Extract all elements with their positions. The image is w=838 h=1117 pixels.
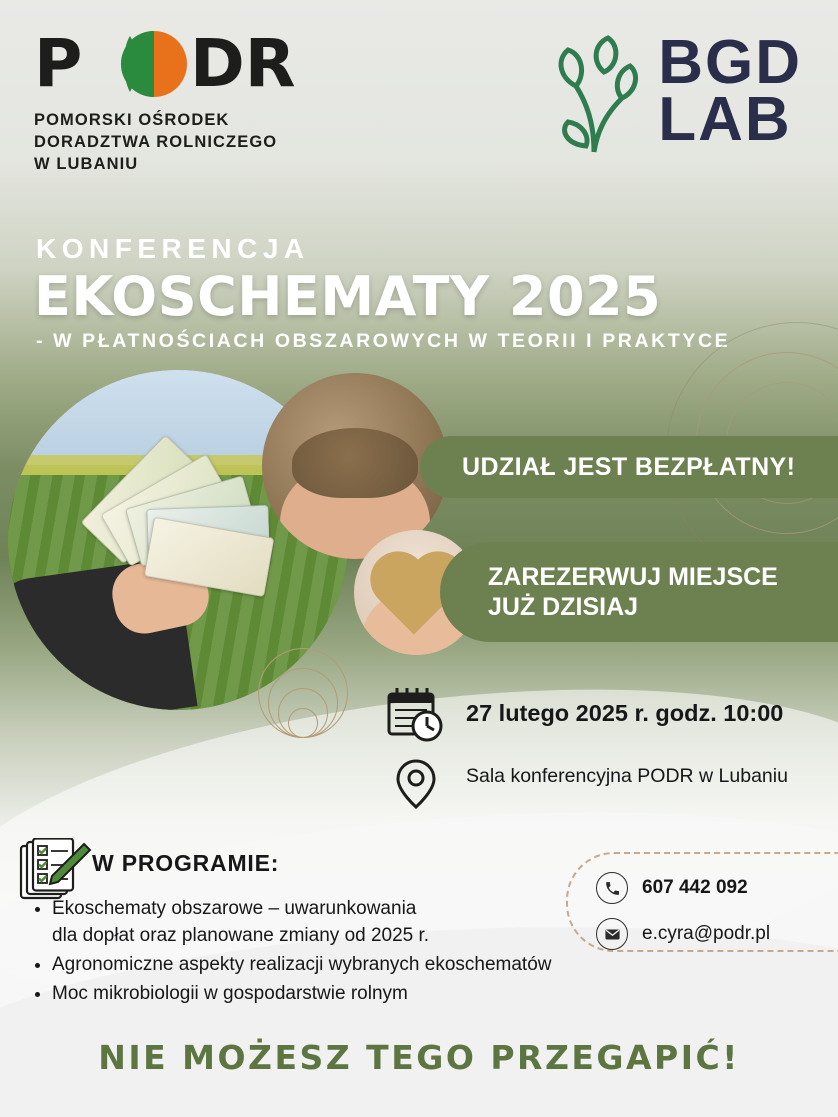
event-location: Sala konferencyjna PODR w Lubaniu	[466, 765, 788, 787]
list-item	[52, 896, 752, 950]
podr-subtitle	[34, 110, 334, 175]
svg-text:P: P	[34, 28, 83, 102]
podr-subtitle-line-2: DORADZTWA ROLNICZEGO	[34, 132, 278, 151]
page-subtitle: - W PŁATNOŚCIACH OBSZAROWYCH W TEORII I PRAKTYCE	[36, 330, 731, 352]
event-date: 27 lutego 2025 r. godz. 10:00	[466, 700, 784, 726]
badge-reserve-line-2: JUŻ DZISIAJ	[488, 593, 639, 621]
program-item-3-line-1: Moc mikrobiologii w gospodarstwie rolnym	[52, 982, 408, 1004]
podr-wordmark	[34, 28, 334, 102]
program-item-2-line-1: Agronomiczne aspekty realizacji wybranych ekoschematów	[52, 953, 552, 975]
bgd-line-2: LAB	[658, 85, 792, 154]
list-item	[52, 981, 752, 1008]
bgd-lab-logo	[546, 26, 802, 156]
program-item-1-line-1: Ekoschematy obszarowe – uwarunkowania	[52, 898, 417, 919]
podr-subtitle-line-3: W LUBANIU	[34, 154, 139, 173]
badge-reserve-seat	[440, 542, 838, 642]
plant-sprout-icon	[546, 26, 642, 156]
location-pin-icon	[395, 758, 437, 810]
program-item-1-line-2: dla dopłat oraz planowane zmiany od 2025 r.	[52, 924, 430, 946]
svg-text:DR: DR	[190, 28, 296, 102]
podr-logo	[34, 28, 334, 175]
podr-logo-graphic	[34, 28, 334, 102]
calendar-clock-icon	[385, 684, 447, 746]
badge-reserve-line-1: ZAREZERWUJ MIEJSCE	[488, 562, 778, 591]
badge-free-participation: UDZIAŁ JEST BEZPŁATNY!	[420, 436, 838, 498]
program-list	[30, 896, 752, 1010]
footer-callout: NIE MOŻESZ TEGO PRZEGAPIĆ!	[98, 1038, 740, 1077]
contact-email-address: e.cyra@podr.pl	[642, 923, 771, 944]
bgd-wordmark	[658, 27, 802, 154]
decorative-half-rings	[258, 648, 348, 738]
program-title: W PROGRAMIE:	[92, 850, 280, 876]
podr-subtitle-line-1: POMORSKI OŚRODEK	[34, 111, 230, 129]
contact-phone-number: 607 442 092	[642, 877, 748, 898]
eyebrow-text: KONFERENCJA	[36, 233, 310, 264]
list-item	[52, 952, 752, 979]
page-title: EKOSCHEMATY 2025	[34, 265, 662, 328]
bgd-line-1: BGD	[658, 27, 802, 97]
